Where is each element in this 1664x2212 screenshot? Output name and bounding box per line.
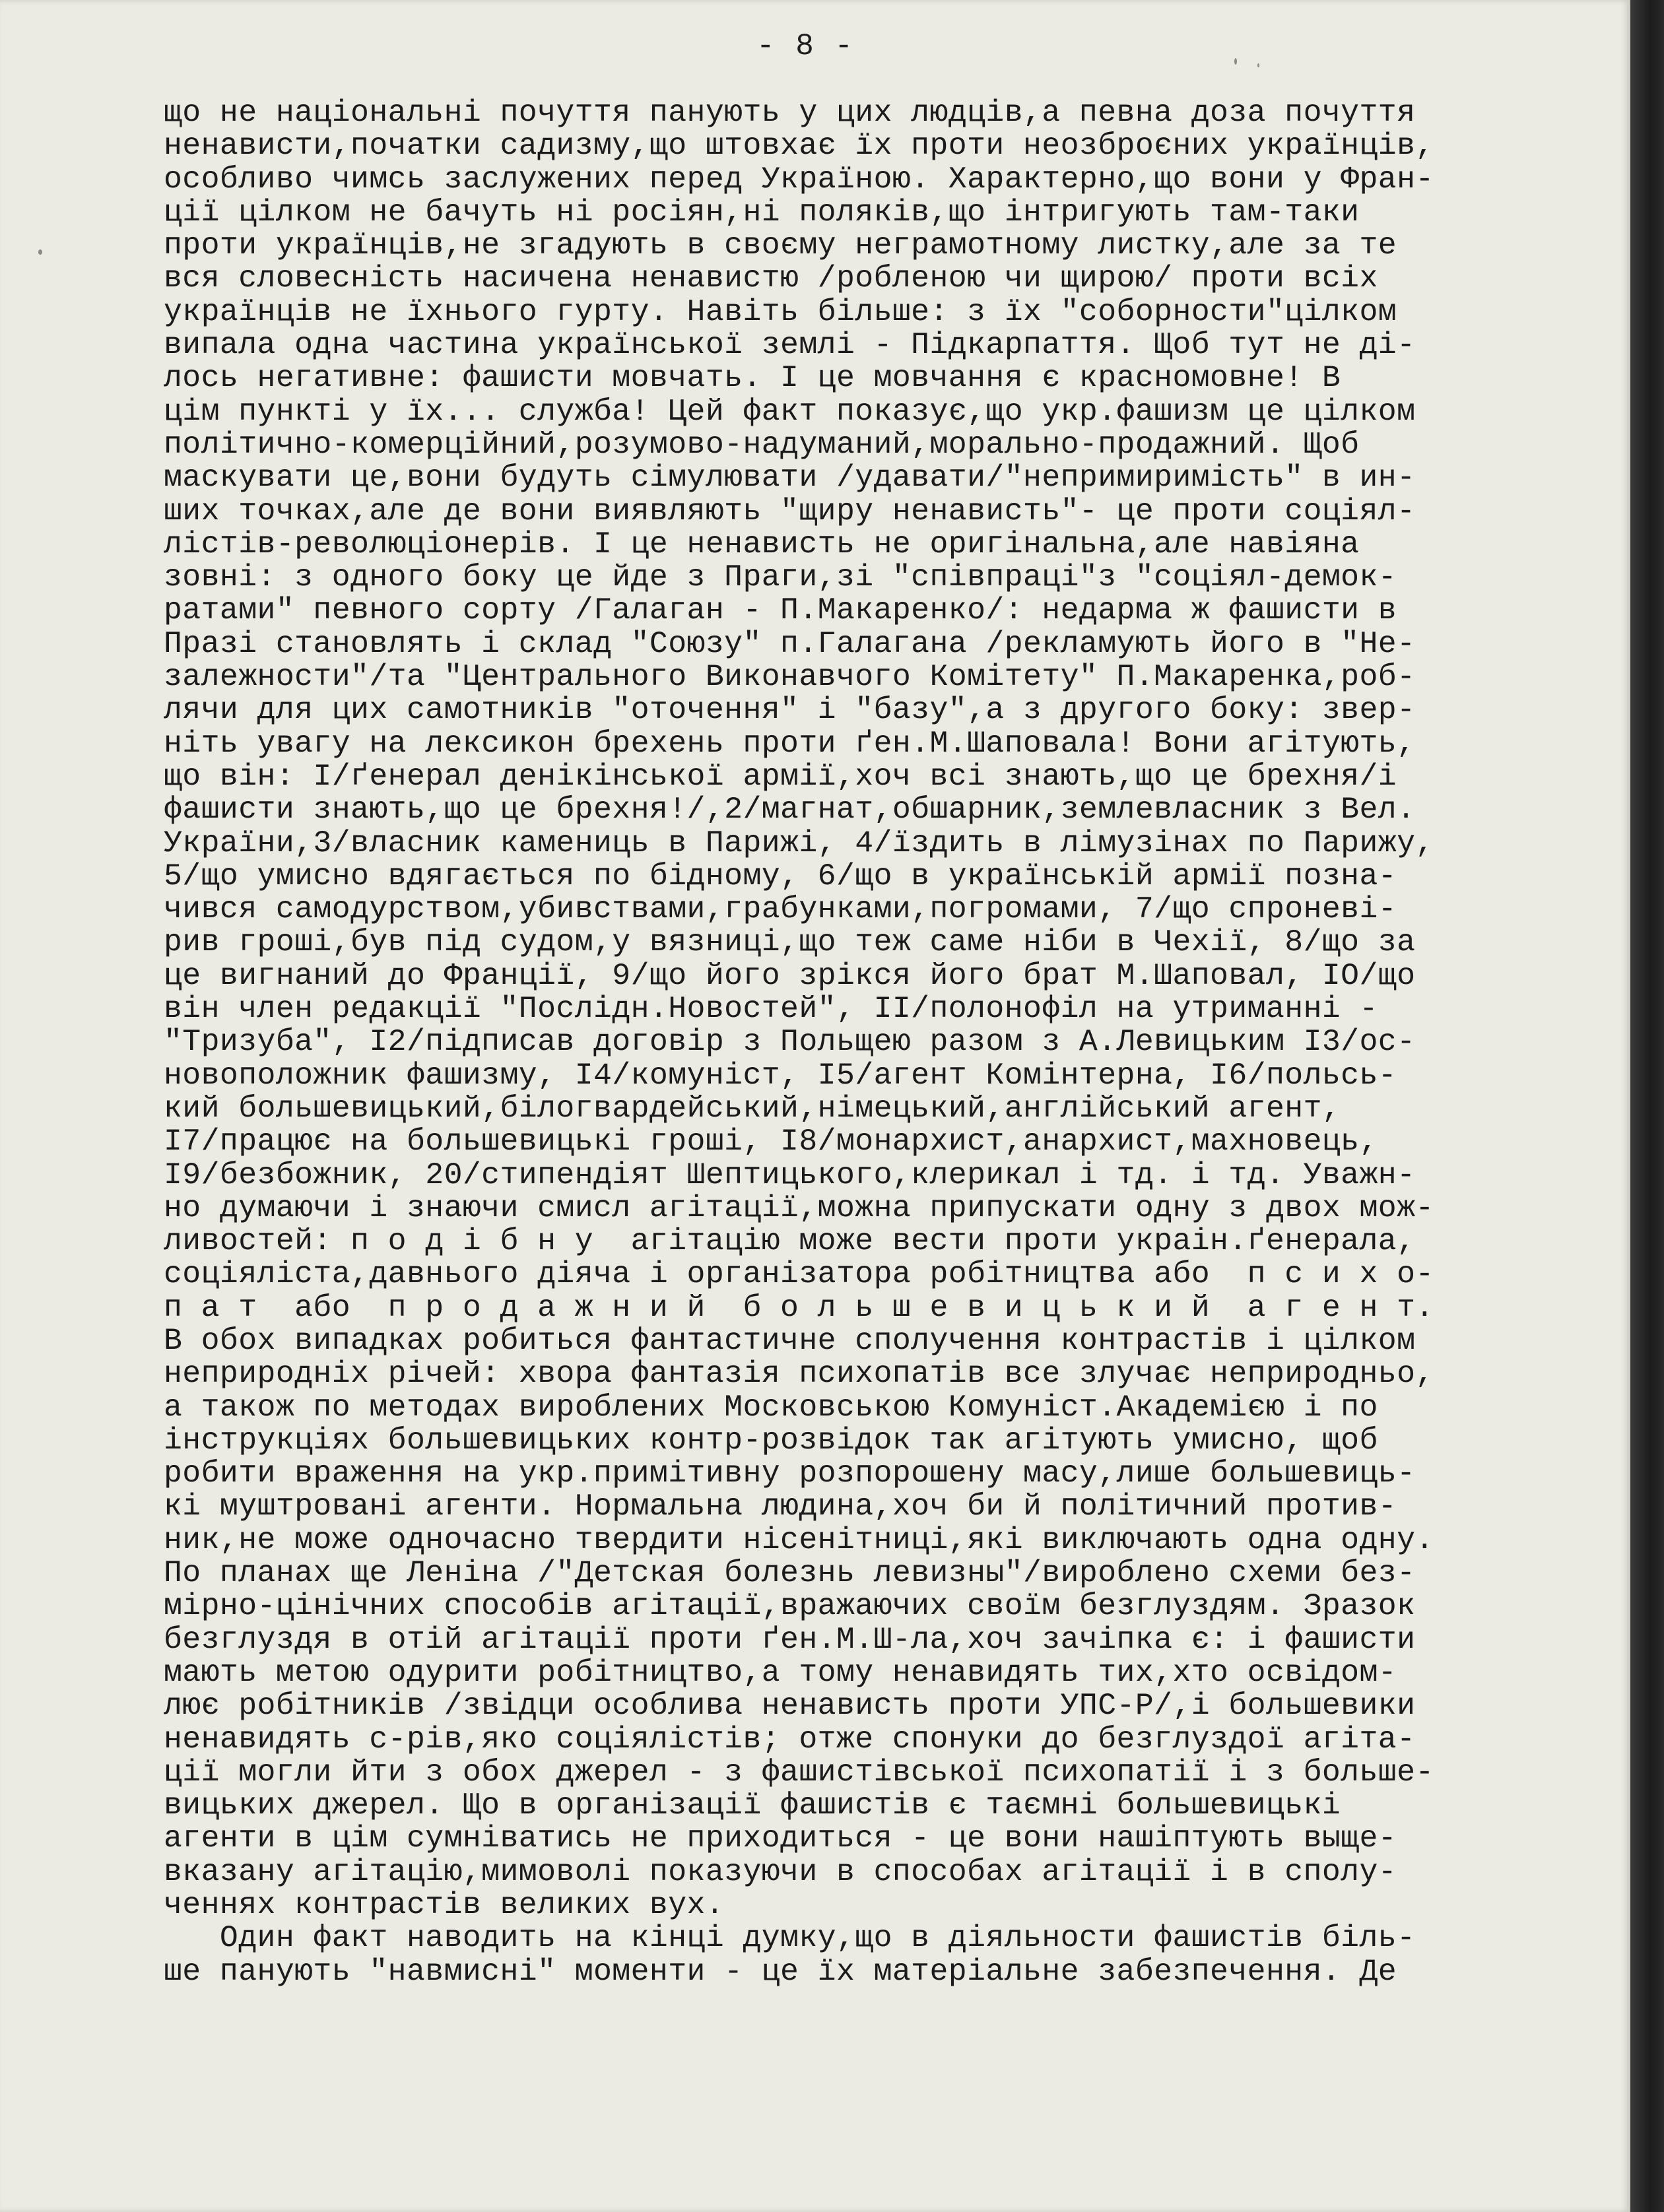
text-line: вказану агітацію,мимоволі показуючи в способах агітації і в сполу- xyxy=(164,1854,1397,1889)
text-line: новоположник фашизму, I4/комуніст, I5/агент Комінтерна, I6/польсь- xyxy=(164,1057,1397,1093)
text-line: ненависти,початки садизму,що штовхає їх проти неозброєних українців, xyxy=(164,128,1434,164)
paper-speck xyxy=(1257,63,1259,67)
text-line: безглуздя в отій агітації проти ґен.М.Ш-ла,хоч зачіпка є: і фашисти xyxy=(164,1621,1416,1657)
text-line: вицьких джерел. Що в організації фашистів є таємні большевицькі xyxy=(164,1788,1341,1823)
text-line: інструкціях большевицьких контр-розвідок так агітують умисно, щоб xyxy=(164,1422,1378,1458)
text-line: вся словесність насичена ненавистю /робленою чи щирою/ проти всіх xyxy=(164,261,1378,296)
text-line: це вигнаний до Франції, 9/що його зрікся його брат М.Шаповал, IO/що xyxy=(164,958,1416,993)
text-line: агенти в цім сумніватись не приходиться - це вони нашіптують выще- xyxy=(164,1821,1397,1856)
text-line: ше панують "навмисні" моменти - це їх матеріальне забезпечення. Де xyxy=(164,1953,1397,1989)
text-line: лячи для цих самотників "оточення" і "базу",а з другого боку: звер- xyxy=(164,692,1416,728)
text-line: соціяліста,давнього діяча і організатора робітництва або п с и х о- xyxy=(164,1256,1434,1292)
text-line: зовні: з одного боку це йде з Праги,зі "співпраці"з "соціял-демок- xyxy=(164,560,1397,595)
text-line: фашисти знають,що це брехня!/,2/магнат,обшарник,землевласник з Вел. xyxy=(164,792,1416,828)
text-line: робити враження на укр.примітивну розпорошену масу,лише большевиць- xyxy=(164,1456,1416,1491)
text-line: рив гроші,був під судом,у вязниці,що теж саме ніби в Чехії, 8/що за xyxy=(164,925,1416,960)
page-number: - 8 - xyxy=(756,29,855,63)
paper-speck xyxy=(38,249,42,255)
text-line: I7/працює на большевицькі гроші, I8/монархист,анархист,махновець, xyxy=(164,1124,1378,1159)
text-line: особливо чимсь заслужених перед Україною. Характерно,що вони у Фран- xyxy=(164,161,1434,197)
text-line: маскувати це,вони будуть сімулювати /удавати/"непримиримість" в ин- xyxy=(164,460,1416,496)
text-line: ції цілком не бачуть ні росіян,ні поляків,що інтригують там-таки xyxy=(164,194,1360,230)
text-line: він член редакції "Послідн.Новостей", II/полонофіл на утриманні - xyxy=(164,991,1378,1027)
text-line: но думаючи і знаючи смисл агітації,можна припускати одну з двох мож- xyxy=(164,1190,1434,1225)
text-line: ших точках,але де вони виявляють "щиру ненависть"- це проти соціял- xyxy=(164,493,1416,529)
text-line: ніть увагу на лексикон брехень проти ґен.М.Шаповала! Вони агітують, xyxy=(164,725,1416,761)
text-line: I9/безбожник, 20/стипендіят Шептицького,клерикал і тд. і тд. Уважн- xyxy=(164,1157,1416,1192)
text-line: мають метою одурити робітництво,а тому ненавидять тих,хто освідом- xyxy=(164,1654,1397,1690)
text-line: ненавидять с-рів,яко соціялістів; отже спонуки до безглуздої агіта- xyxy=(164,1721,1416,1757)
text-line: що не національні почуття панують у цих людців,а певна доза почуття xyxy=(164,95,1416,130)
text-line: України,3/власник камениць в Парижі, 4/їздить в лімузінах по Парижу, xyxy=(164,825,1434,861)
text-line: кий большевицький,білогвардейський,німецький,англійський агент, xyxy=(164,1090,1341,1126)
text-line: ції могли йти з обох джерел - з фашистівської психопатії і з больше- xyxy=(164,1754,1434,1790)
text-line: політично-комерційний,розумово-надуманий,морально-продажний. Щоб xyxy=(164,426,1360,462)
text-line: лістів-революціонерів. І це ненависть не оригінальна,але навіяна xyxy=(164,526,1360,562)
text-line: мірно-цінічних способів агітації,вражаючих своїм безглуздям. Зразок xyxy=(164,1588,1416,1624)
text-line: цім пункті у їх... служба! Цей факт показує,що укр.фашизм це цілком xyxy=(164,393,1416,429)
text-line: кі муштровані агенти. Нормальна людина,хоч би й політичний против- xyxy=(164,1489,1397,1524)
text-line: що він: І/ґенерал денікінської армії,хоч всі знають,що це брехня/і xyxy=(164,758,1397,794)
text-line: ник,не може одночасно твердити нісенітниці,які виключають одна одну. xyxy=(164,1522,1434,1557)
text-line: п а т або п р о д а ж н и й б о л ь ш е в и ц ь к и й а г е н т. xyxy=(164,1289,1434,1325)
text-line: лює робітників /звідци особлива ненависть проти УПС-Р/,і большевики xyxy=(164,1688,1416,1724)
text-line: випала одна частина української землі - Підкарпаття. Щоб тут не ді- xyxy=(164,327,1416,363)
text-line: неприродніх річей: хвора фантазія психопатів все злучає неприродньо, xyxy=(164,1356,1434,1392)
text-line: лось негативне: фашисти мовчать. І це мовчання є красномовне! В xyxy=(164,360,1341,396)
text-line: Один факт наводить на кінці думку,що в діяльности фашистів біль- xyxy=(164,1920,1416,1956)
text-line: Празі становлять і склад "Союзу" п.Галагана /рекламують його в "Не- xyxy=(164,626,1416,661)
text-line: чився самодурством,убивствами,грабунками,погромами, 7/що спроневі- xyxy=(164,892,1397,927)
text-line: залежности"/та "Центрального Виконавчого Комітету" П.Макаренка,роб- xyxy=(164,659,1416,695)
text-line: "Тризуба", I2/підписав договір з Польщею разом з А.Левицьким I3/ос- xyxy=(164,1024,1416,1060)
text-line: 5/що умисно вдягається по бідному, 6/що в українській армії позна- xyxy=(164,858,1397,894)
paper-speck xyxy=(1234,58,1237,65)
text-line: В обох випадках робиться фантастичне сполучення контрастів і цілком xyxy=(164,1322,1416,1358)
text-line: ратами" певного сорту /Галаган - П.Макаренко/: недарма ж фашисти в xyxy=(164,593,1397,628)
text-line: а також по методах вироблених Московською Комуніст.Академією і по xyxy=(164,1389,1378,1425)
document-text-body xyxy=(164,96,1543,1988)
text-line: По планах ще Леніна /"Детская болезнь левизны"/вироблено схеми без- xyxy=(164,1555,1416,1591)
text-line: українців не їхнього гурту. Навіть більше: з їх "соборности"цілком xyxy=(164,294,1397,329)
text-line: проти українців,не згадують в своєму неграмотному листку,але за те xyxy=(164,228,1397,263)
text-line: ченнях контрастів великих вух. xyxy=(164,1887,725,1923)
text-line: ливостей: п о д і б н у агітацію може вести проти украін.ґенерала, xyxy=(164,1223,1416,1259)
scan-edge xyxy=(1630,0,1664,2212)
